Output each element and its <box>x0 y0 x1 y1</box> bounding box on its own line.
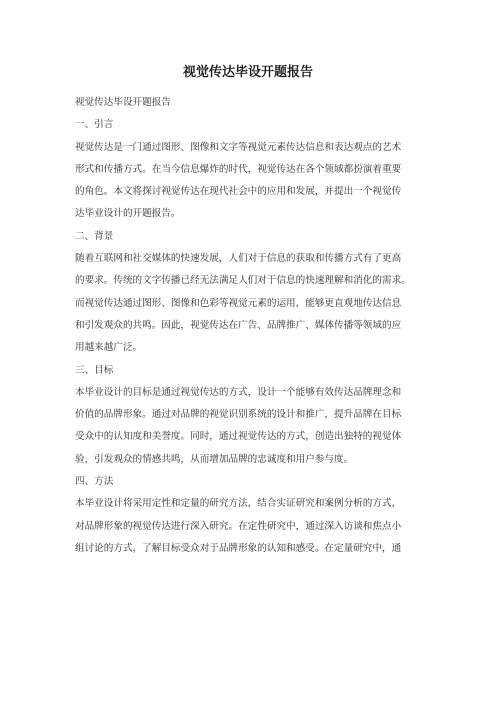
subtitle-line: 视觉传达毕设开题报告 <box>75 97 171 108</box>
section-heading-methods: 四、方法 <box>75 476 114 488</box>
paragraph-line: 随着互联网和社交媒体的快速发展，人们对于信息的获取和传播方式有了更高 <box>75 253 402 265</box>
paragraph-line: 验，引发观众的情感共鸣，从而增加品牌的忠诚度和用户参与度。 <box>75 453 354 465</box>
paragraph-line: 形式和传播方式。在当今信息爆炸的时代，视觉传达在各个领域都扮演着重要 <box>75 163 402 175</box>
paragraph-line: 视觉传达是一门通过图形、图像和文字等视觉元素传达信息和表达观点的艺术 <box>75 141 402 153</box>
section-heading-introduction: 一、引言 <box>75 119 114 131</box>
document-title: 视觉传达毕设开题报告 <box>182 65 313 80</box>
paragraph-line: 达毕业设计的开题报告。 <box>75 208 181 220</box>
paragraph-line: 本毕业设计的目标是通过视觉传达的方式，设计一个能够有效传达品牌理念和 <box>75 386 402 398</box>
paragraph-line: 和引发观众的共鸣。因此，视觉传达在广告、品牌推广、媒体传播等领域的应 <box>75 319 402 331</box>
paragraph-line: 受众中的认知度和美誉度。同时，通过视觉传达的方式，创造出独特的视觉体 <box>75 431 402 443</box>
paragraph-line: 的要求。传统的文字传播已经无法满足人们对于信息的快速理解和消化的需求。 <box>75 275 411 287</box>
paragraph-line: 价值的品牌形象。通过对品牌的视觉识别系统的设计和推广，提升品牌在目标 <box>75 409 402 421</box>
paragraph-line: 组讨论的方式，了解目标受众对于品牌形象的认知和感受。在定量研究中，通 <box>75 542 402 554</box>
document-body <box>75 92 455 560</box>
section-heading-goals: 三、目标 <box>75 364 114 376</box>
section-heading-background: 二、背景 <box>75 230 114 242</box>
paragraph-line: 的角色。本文将探讨视觉传达在现代社会中的应用和发展，并提出一个视觉传 <box>75 186 402 198</box>
paragraph-line: 本毕业设计将采用定性和定量的研究方法，结合实证研究和案例分析的方式， <box>75 498 402 510</box>
paragraph-line: 对品牌形象的视觉传达进行深入研究。在定性研究中，通过深入访谈和焦点小 <box>75 520 402 532</box>
paragraph-line: 而视觉传达通过图形、图像和色彩等视觉元素的运用，能够更直观地传达信息 <box>75 297 402 309</box>
paragraph-line: 用越来越广泛。 <box>75 342 143 354</box>
